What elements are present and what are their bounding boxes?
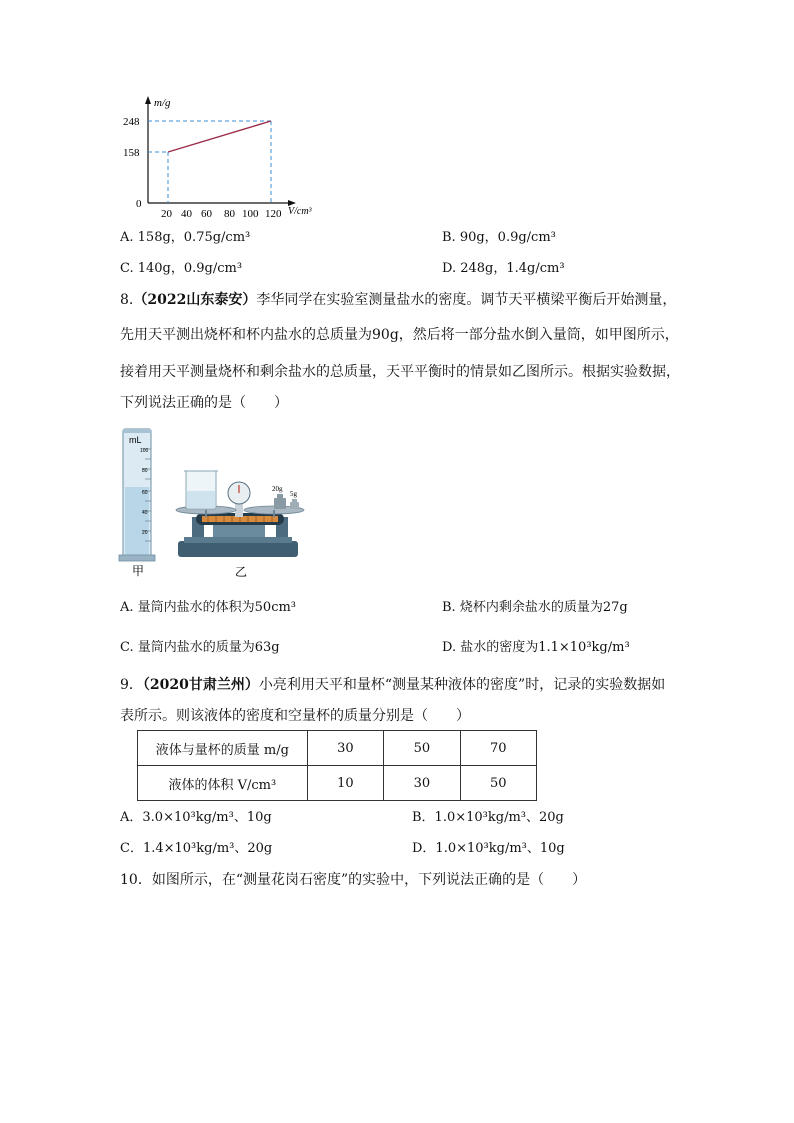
y-tick-248: 248 xyxy=(123,116,140,128)
q8-line4: 下列说法正确的是（ ） xyxy=(120,395,288,411)
y-axis-arrow xyxy=(145,96,151,104)
q8-source: （2022山东泰安） xyxy=(133,292,257,308)
origin-label: 0 xyxy=(136,198,142,210)
q10-text: 10．如图所示，在“测量花岗石密度”的实验中，下列说法正确的是（ ） xyxy=(120,872,587,888)
mass-volume-graph xyxy=(120,90,330,225)
q7-option-c[interactable]: C. 140g，0.9g/cm³ xyxy=(120,261,243,276)
x-tick-20: 20 xyxy=(161,208,172,220)
x-tick-80: 80 xyxy=(224,208,235,220)
mass-line xyxy=(168,121,271,152)
q9-text1: 小亮利用天平和量杯“测量某种液体的密度”时，记录的实验数据如 xyxy=(258,677,666,693)
q8-number: 8. xyxy=(120,292,134,308)
q7-option-a[interactable]: A. 158g，0.75g/cm³ xyxy=(120,230,251,245)
weight-label-5g: 5g xyxy=(290,490,297,498)
cylinder-mark-100: 100 xyxy=(140,448,149,454)
q8-text1: 李华同学在实验室测量盐水的密度。调节天平横梁平衡后开始测量， xyxy=(256,292,677,308)
beaker xyxy=(184,471,218,509)
q9-number: 9． xyxy=(120,677,143,693)
y-axis-label: m/g xyxy=(154,97,171,109)
q8-line3: 接着用天平测量烧杯和剩余盐水的总质量，天平平衡时的情景如乙图所示。根据实验数据， xyxy=(120,364,680,380)
x-tick-120: 120 xyxy=(265,208,282,220)
q9-line2: 表所示。则该液体的密度和空量杯的质量分别是（ ） xyxy=(120,708,470,724)
q8-line2: 先用天平测出烧杯和杯内盐水的总质量为90g，然后将一部分盐水倒入量筒，如甲图所示， xyxy=(120,327,679,343)
cylinder-mark-60: 60 xyxy=(142,490,148,496)
table-cell: 30 xyxy=(307,731,383,766)
q8-option-a[interactable]: A. 量筒内盐水的体积为50cm³ xyxy=(120,600,297,615)
q7-option-d[interactable]: D. 248g，1.4g/cm³ xyxy=(442,261,565,276)
table-header-mass: 液体与量杯的质量 m/g xyxy=(138,731,308,766)
x-tick-60: 60 xyxy=(201,208,212,220)
q9-line1 xyxy=(120,675,665,695)
q7-option-b[interactable]: B. 90g，0.9g/cm³ xyxy=(442,230,556,245)
table-cell: 30 xyxy=(384,766,460,801)
table-cell: 50 xyxy=(384,731,460,766)
q9-option-a[interactable]: A．3.0×10³kg/m³、10g xyxy=(120,810,272,825)
q9-source: （2020甘肃兰州） xyxy=(142,677,259,693)
q9-option-b[interactable]: B．1.0×10³kg/m³、20g xyxy=(412,810,564,825)
caption-jia: 甲 xyxy=(132,564,145,578)
table-cell: 50 xyxy=(460,766,536,801)
table-cell: 10 xyxy=(307,766,383,801)
q9-option-c[interactable]: C．1.4×10³kg/m³、20g xyxy=(120,841,273,856)
table-row xyxy=(138,731,537,766)
graduated-cylinder xyxy=(119,429,155,561)
q8-option-b[interactable]: B. 烧杯内剩余盐水的质量为27g xyxy=(442,600,628,615)
caption-yi: 乙 xyxy=(235,565,248,579)
cylinder-unit: mL xyxy=(129,435,142,445)
x-tick-40: 40 xyxy=(181,208,192,220)
weight-label-20g: 20g xyxy=(272,485,283,493)
q8-figure xyxy=(118,423,333,583)
cylinder-mark-20: 20 xyxy=(142,530,148,536)
table-cell: 70 xyxy=(460,731,536,766)
q9-option-d[interactable]: D．1.0×10³kg/m³、10g xyxy=(412,841,565,856)
table-header-volume: 液体的体积 V/cm³ xyxy=(138,766,308,801)
cylinder-mark-80: 80 xyxy=(142,468,148,474)
y-tick-158: 158 xyxy=(123,147,140,159)
q8-option-c[interactable]: C. 量筒内盐水的质量为63g xyxy=(120,640,280,655)
cylinder-mark-40: 40 xyxy=(142,510,148,516)
x-axis-label: V/cm³ xyxy=(288,206,312,217)
table-row xyxy=(138,766,537,801)
x-tick-100: 100 xyxy=(242,208,259,220)
q9-data-table xyxy=(137,730,537,801)
q8-line1 xyxy=(120,290,676,310)
q8-option-d[interactable]: D. 盐水的密度为1.1×10³kg/m³ xyxy=(442,640,630,655)
